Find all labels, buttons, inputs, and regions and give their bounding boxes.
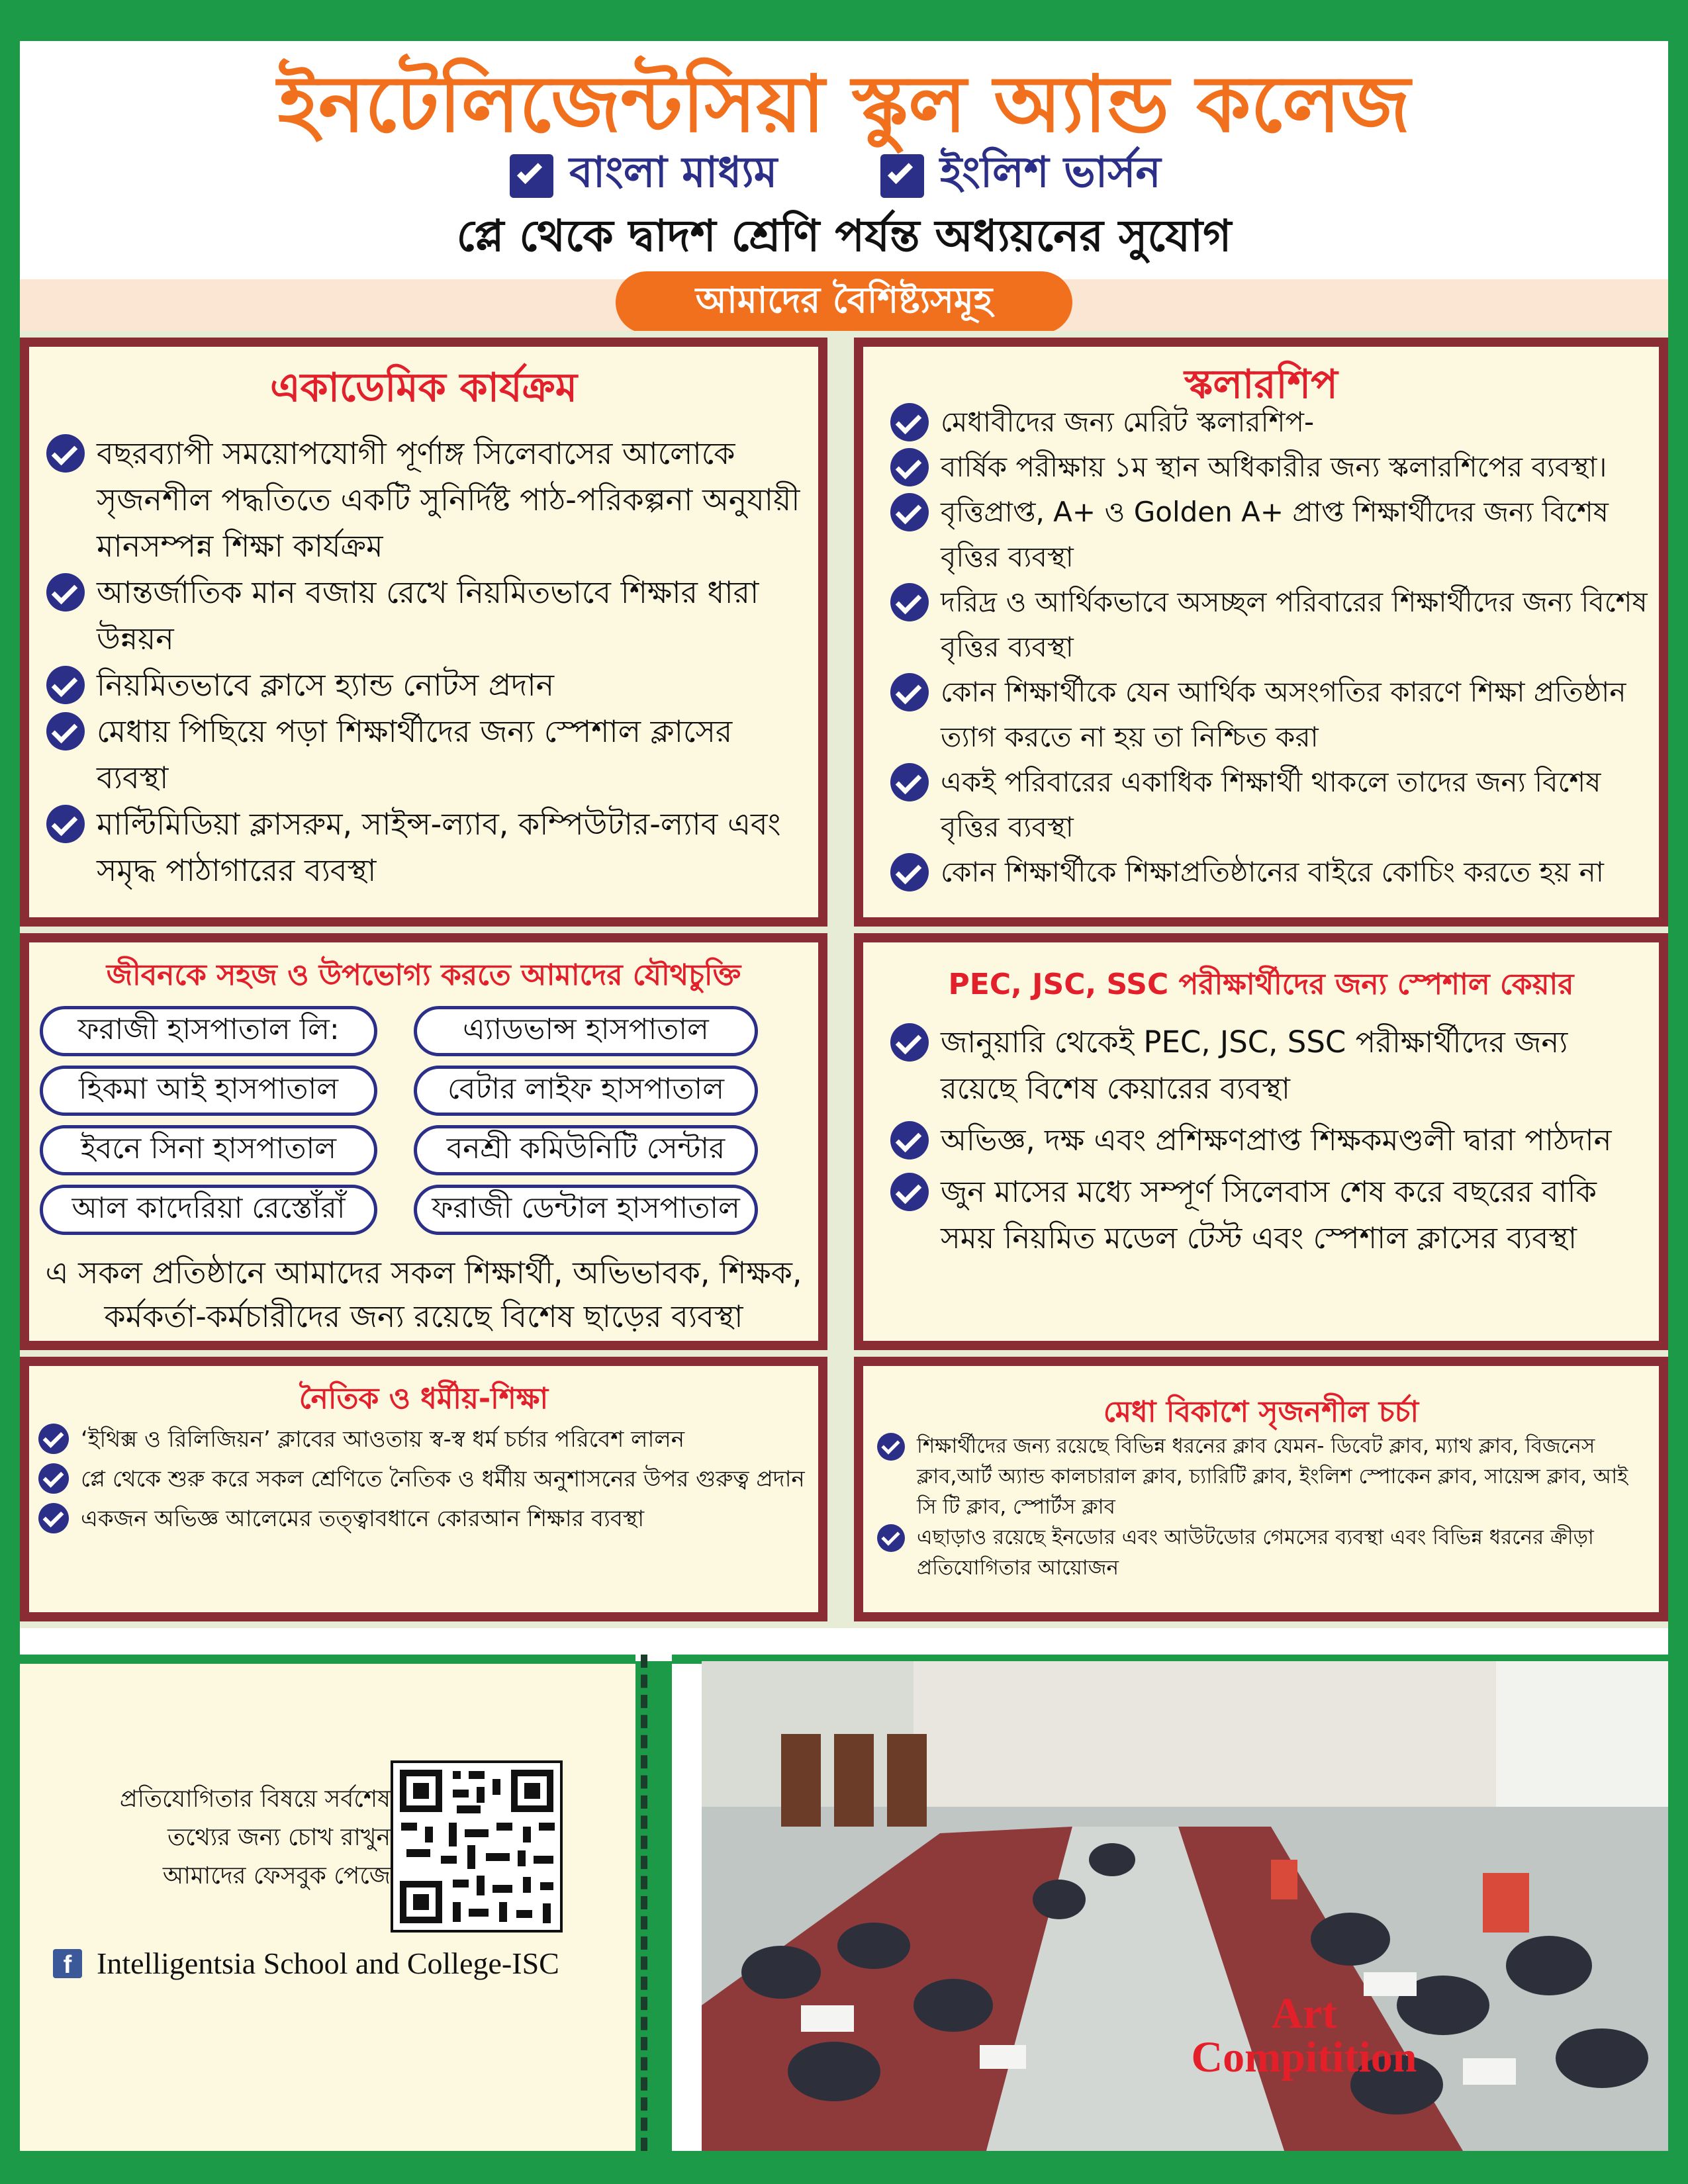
school-name: ইনটেলিজেন্টসিয়া স্কুল অ্যান্ড কলেজ — [277, 58, 1411, 150]
partner-pill: ফরাজী হাসপাতাল লি: — [40, 1006, 377, 1056]
facebook-page-name: Intelligentsia School and College-ISC — [97, 1946, 559, 1980]
check-icon — [46, 712, 85, 751]
facebook-link[interactable] — [53, 1946, 559, 1981]
photo-caption — [1119, 1989, 1489, 2081]
features-badge — [616, 271, 1072, 334]
list-item: বছরব্যাপী সময়োপযোগী পূর্ণাঙ্গ সিলেবাসের আলোকে সৃজনশীল পদ্ধতিতে একটি সুনির্দিষ্ট পাঠ-পরিকল্পনা অনুযায়ী মানসম্পন্ন শিক্ষা কার্যক্রম — [46, 430, 808, 569]
list-item: মেধায় পিছিয়ে পড়া শিক্ষার্থীদের জন্য স্পেশাল ক্লাসের ব্যবস্থা — [46, 708, 808, 801]
medium-bangla-label: বাংলা মাধ্যম — [569, 148, 778, 197]
partners-title: জীবনকে সহজ ও উপভোগ্য করতে আমাদের যৌথচুক্তি — [106, 958, 741, 992]
list-item: বৃত্তিপ্রাপ্ত, A+ ও Golden A+ প্রাপ্ত শিক্ষার্থীদের জন্য বিশেষ বৃত্তির ব্যবস্থা — [890, 490, 1652, 580]
list-item: প্লে থেকে শুরু করে সকল শ্রেণিতে নৈতিক ও ধর্মীয় অনুশাসনের উপর গুরুত্ব প্রদান — [38, 1459, 813, 1499]
tagline: প্লে থেকে দ্বাদশ শ্রেণি পর্যন্ত অধ্যয়নের সুযোগ — [456, 210, 1232, 261]
qr-code-graphic — [393, 1763, 560, 1930]
check-icon — [38, 1424, 69, 1454]
check-icon — [46, 805, 85, 843]
check-icon — [46, 666, 85, 704]
check-icon — [877, 1433, 905, 1461]
check-icon — [890, 493, 929, 531]
dashed-divider — [641, 1655, 647, 2151]
facebook-icon: f — [53, 1949, 82, 1978]
check-icon — [890, 1121, 929, 1160]
moral-list — [38, 1420, 813, 1539]
list-item: জুন মাসের মধ্যে সম্পূর্ণ সিলেবাস শেষ করে বছরের বাকি সময় নিয়মিত মডেল টেস্ট এবং স্পেশাল ক্লাসের ব্যবস্থা — [890, 1169, 1652, 1261]
caption-line-2: Compitition — [1191, 2033, 1417, 2081]
check-icon — [46, 434, 85, 473]
check-icon — [890, 403, 929, 441]
check-icon — [890, 1173, 929, 1211]
partners-note: এ সকল প্রতিষ্ঠানে আমাদের সকল শিক্ষার্থী, অভিভাবক, শিক্ষক, কর্মকর্তা-কর্মচারীদের জন্য রয়েছে বিশেষ ছাড়ের ব্যবস্থা — [45, 1255, 802, 1334]
check-icon — [890, 448, 929, 486]
check-icon — [877, 1524, 905, 1552]
medium-english-label: ইংলিশ ভার্সন — [940, 148, 1161, 197]
partner-pill: ফরাজী ডেন্টাল হাসপাতাল — [414, 1185, 758, 1235]
creative-list — [877, 1431, 1652, 1583]
checkbox-icon — [880, 154, 924, 198]
check-icon — [890, 673, 929, 711]
check-icon — [890, 583, 929, 621]
list-item: মাল্টিমিডিয়া ক্লাসরুম, সাইন্স-ল্যাব, কম্পিউটার-ল্যাব এবং সমৃদ্ধ পাঠাগারের ব্যবস্থা — [46, 801, 808, 893]
list-item: এছাড়াও রয়েছে ইনডোর এবং আউটডোর গেমসের ব্যবস্থা এবং বিভিন্ন ধরনের ক্রীড়া প্রতিযোগিতার আয়োজন — [877, 1522, 1652, 1583]
scholarship-list — [890, 400, 1652, 895]
list-item: কোন শিক্ষার্থীকে শিক্ষাপ্রতিষ্ঠানের বাইরে কোচিং করতে হয় না — [890, 850, 1652, 895]
list-item: বার্ষিক পরীক্ষায় ১ম স্থান অধিকারীর জন্য স্কলারশিপের ব্যবস্থা। — [890, 445, 1652, 490]
check-icon — [890, 853, 929, 891]
creative-title: মেধা বিকাশে সৃজনশীল চর্চা — [1103, 1395, 1419, 1429]
facebook-info: প্রতিযোগিতার বিষয়ে সর্বশেষ তথ্যের জন্য চোখ রাখুন আমাদের ফেসবুক পেজে — [119, 1786, 391, 1889]
list-item: অভিজ্ঞ, দক্ষ এবং প্রশিক্ষণপ্রাপ্ত শিক্ষকমণ্ডলী দ্বারা পাঠদান — [890, 1117, 1652, 1163]
list-item: ‘ইথিক্স ও রিলিজিয়ন’ ক্লাবের আওতায় স্ব-স্ব ধর্ম চর্চার পরিবেশ লালন — [38, 1420, 813, 1459]
scholarship-title: স্কলারশিপ — [1184, 361, 1338, 408]
partner-pill: বনশ্রী কমিউনিটি সেন্টার — [414, 1125, 758, 1175]
moral-title: নৈতিক ও ধর্মীয়-শিক্ষা — [299, 1382, 549, 1416]
list-item: জানুয়ারি থেকেই PEC, JSC, SSC পরীক্ষার্থীদের জন্য রয়েছে বিশেষ কেয়ারের ব্যবস্থা — [890, 1019, 1652, 1112]
check-icon — [46, 573, 85, 612]
partner-pill: আল কাদেরিয়া রেস্তোঁরাঁ — [40, 1185, 377, 1235]
check-icon — [890, 763, 929, 801]
list-item: শিক্ষার্থীদের জন্য রয়েছে বিভিন্ন ধরনের ক্লাব যেমন- ডিবেট ক্লাব, ম্যাথ ক্লাব, বিজনেস ক্লাব,আর্ট অ্যান্ড কালচারাল ক্লাব, চ্যারিটি ক্লাব, ইংলিশ স্পোকেন ক্লাব, সায়েন্স ক্লাব, আই সি টি ক্লাব, স্পোর্টস ক্লাব — [877, 1431, 1652, 1522]
list-item: আন্তর্জাতিক মান বজায় রেখে নিয়মিতভাবে শিক্ষার ধারা উন্নয়ন — [46, 569, 808, 662]
partner-pill: এ্যাডভান্স হাসপাতাল — [414, 1006, 758, 1056]
list-item: কোন শিক্ষার্থীকে যেন আর্থিক অসংগতির কারণে শিক্ষা প্রতিষ্ঠান ত্যাগ করতে না হয় তা নিশ্চিত করা — [890, 670, 1652, 760]
caption-line-1: Art — [1271, 1989, 1337, 2038]
medium-bangla — [510, 140, 777, 211]
partner-pill: ইবনে সিনা হাসপাতাল — [40, 1125, 377, 1175]
partner-pill: হিকমা আই হাসপাতাল — [40, 1066, 377, 1116]
list-item: একই পরিবারের একাধিক শিক্ষার্থী থাকলে তাদের জন্য বিশেষ বৃত্তির ব্যবস্থা — [890, 760, 1652, 850]
check-icon — [890, 1023, 929, 1062]
academic-list — [46, 430, 808, 893]
list-item: একজন অভিজ্ঞ আলেমের তত্ত্বাবধানে কোরআন শিক্ষার ব্যবস্থা — [38, 1499, 813, 1539]
special-care-list — [890, 1019, 1652, 1261]
special-care-title: PEC, JSC, SSC পরীক্ষার্থীদের জন্য স্পেশাল কেয়ার — [948, 968, 1574, 1001]
checkbox-icon — [510, 154, 553, 198]
qr-code — [391, 1760, 563, 1933]
academic-title: একাডেমিক কার্যক্রম — [269, 365, 578, 411]
medium-english — [880, 140, 1161, 211]
check-icon — [38, 1503, 69, 1533]
list-item: মেধাবীদের জন্য মেরিট স্কলারশিপ- — [890, 400, 1652, 445]
list-item: নিয়মিতভাবে ক্লাসে হ্যান্ড নোটস প্রদান — [46, 662, 808, 708]
features-label: আমাদের বৈশিষ্ট্যসমূহ — [695, 279, 993, 321]
check-icon — [38, 1463, 69, 1494]
list-item: দরিদ্র ও আর্থিকভাবে অসচ্ছল পরিবারের শিক্ষার্থীদের জন্য বিশেষ বৃত্তির ব্যবস্থা — [890, 580, 1652, 670]
partner-pill: বেটার লাইফ হাসপাতাল — [414, 1066, 758, 1116]
